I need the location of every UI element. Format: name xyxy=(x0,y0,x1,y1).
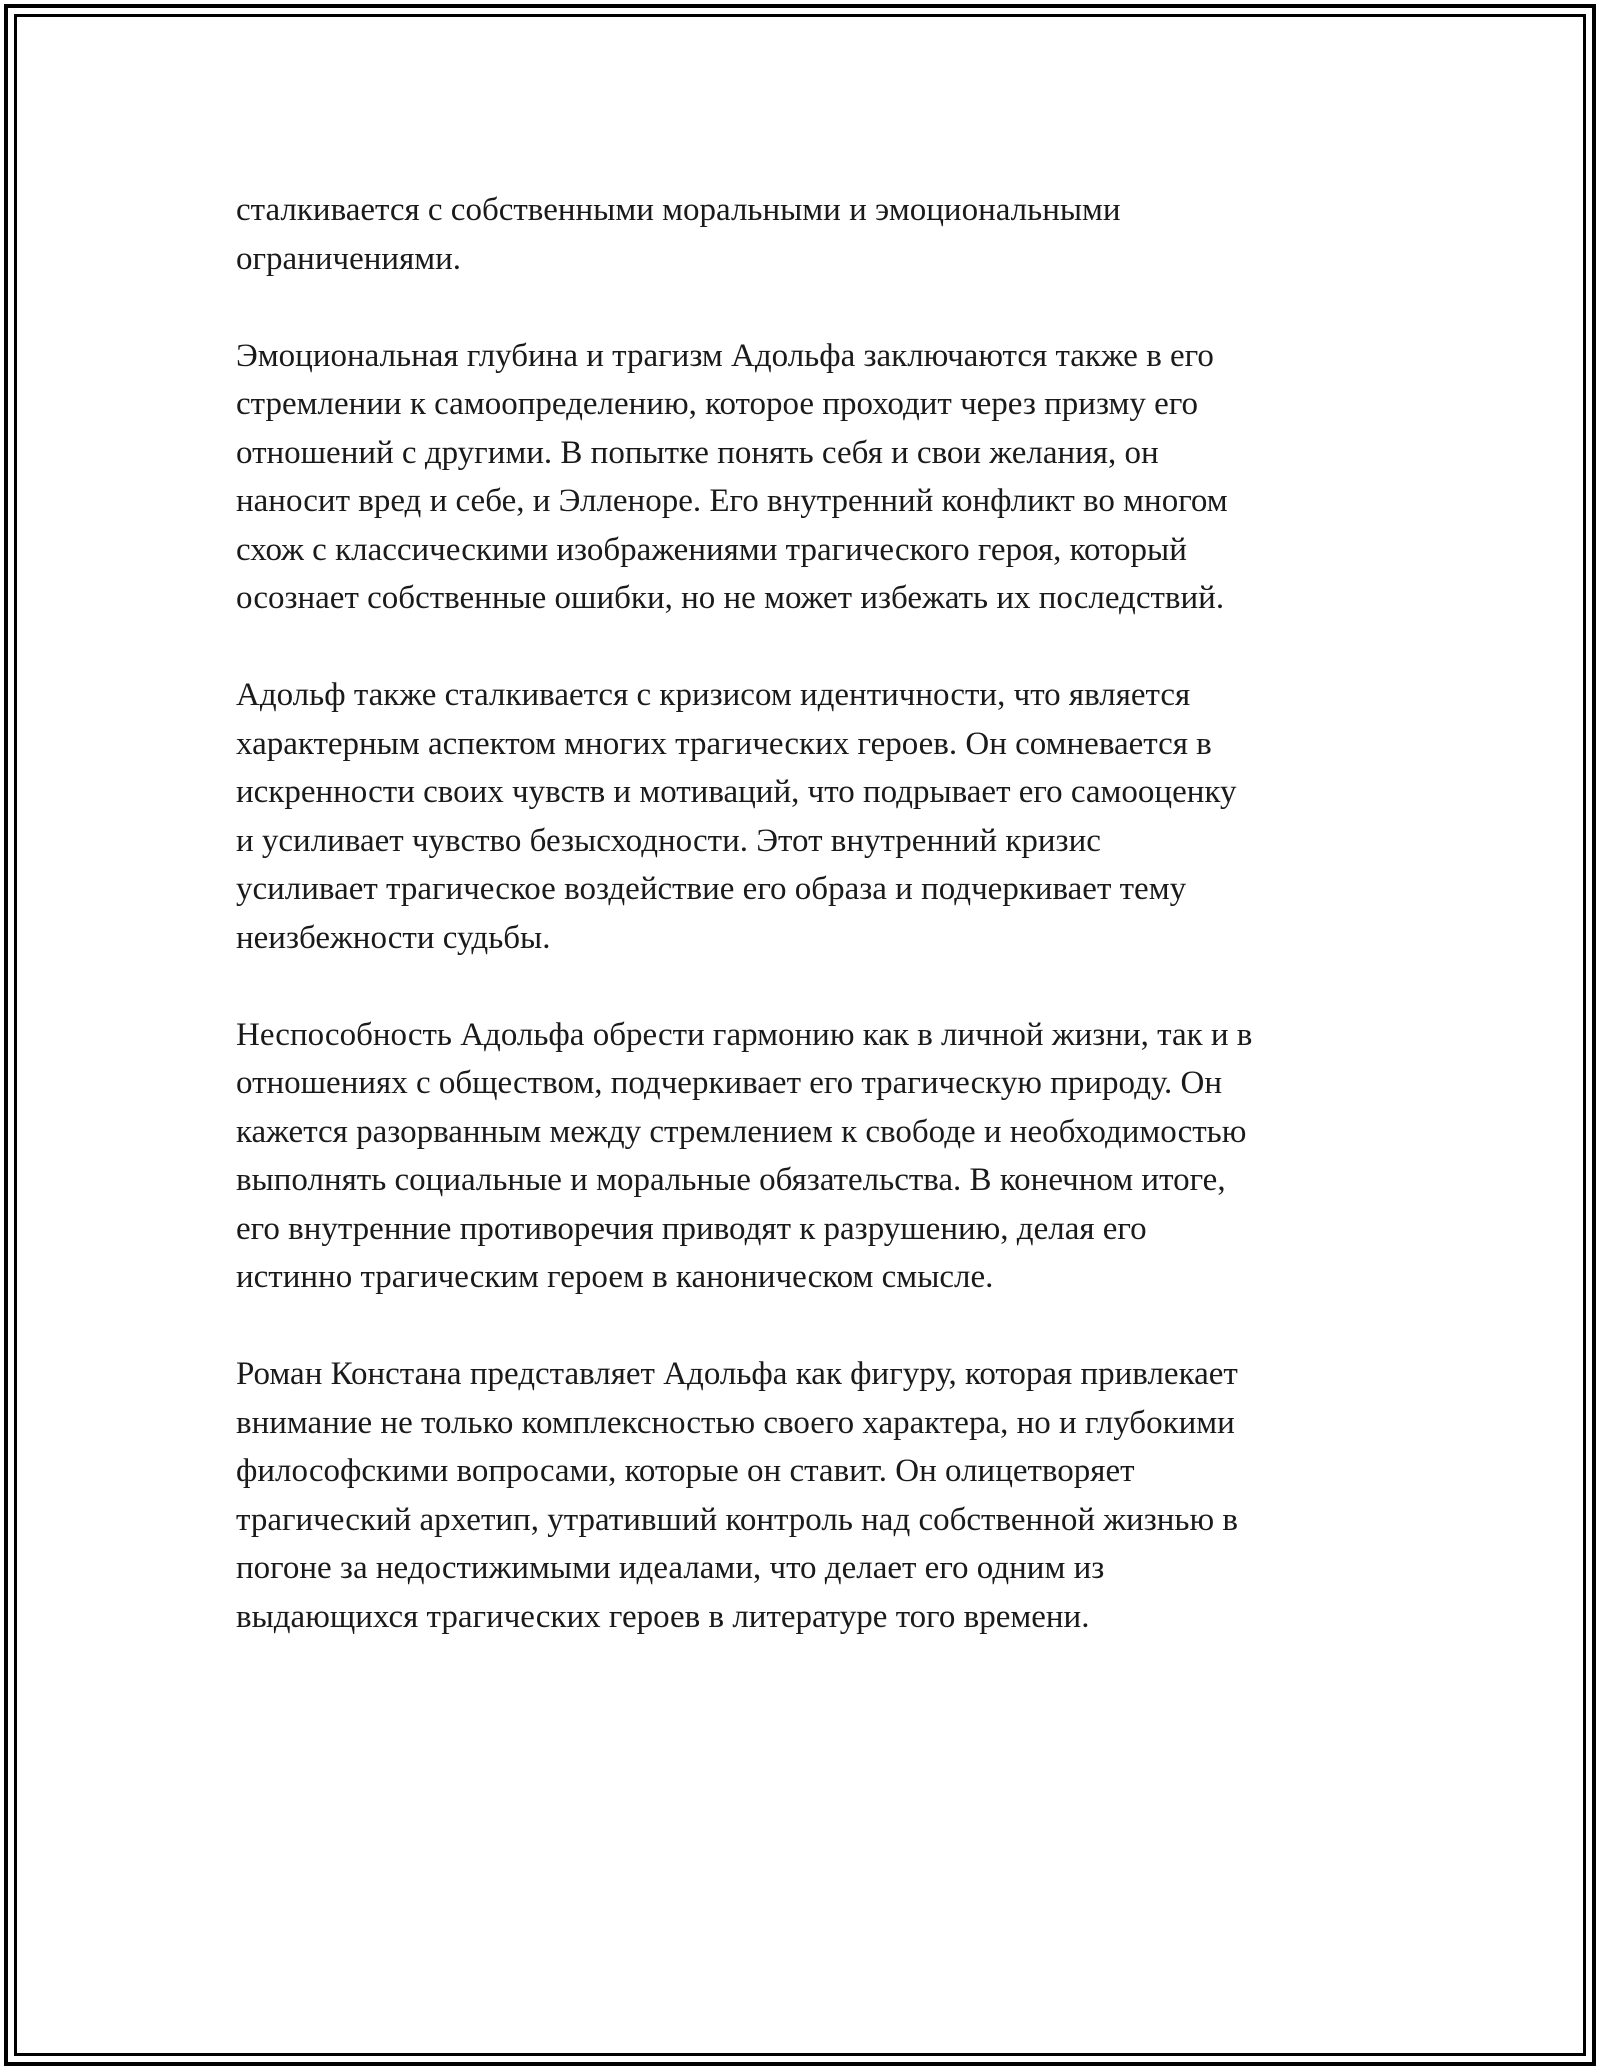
text-line: кажется разорванным между стремлением к свободе и необходимостью xyxy=(236,1113,1247,1150)
text-line: наносит вред и себе, и Элленоре. Его внутренний конфликт во многом xyxy=(236,483,1228,519)
text-line: осознает собственные ошибки, но не может избежать их последствий. xyxy=(236,580,1225,616)
text-line: Адольф также сталкивается с кризисом идентичности, что является xyxy=(236,677,1191,713)
text-line: Роман Констана представляет Адольфа как фигуру, которая привлекает xyxy=(236,1356,1238,1392)
text-line: трагический архетип, утративший контроль над собственной жизнью в xyxy=(236,1501,1238,1538)
text-line: философскими вопросами, которые он ставит. Он олицетворяет xyxy=(236,1453,1135,1489)
text-line: Эмоциональная глубина и трагизм Адольфа заключаются также в его xyxy=(236,337,1214,374)
text-line: его внутренние противоречия приводят к разрушению, делая его xyxy=(236,1210,1147,1247)
text-line: схож с классическими изображениями трагического героя, который xyxy=(236,531,1187,568)
text-line: неизбежности судьбы. xyxy=(236,919,551,956)
paragraph-5 xyxy=(236,1350,1416,1641)
text-line: и усиливает чувство безысходности. Этот внутренний кризис xyxy=(236,822,1101,859)
paragraph-1 xyxy=(236,186,1416,283)
text-line: выдающихся трагических героев в литературе того времени. xyxy=(236,1598,1090,1635)
text-line: отношений с другими. В попытке понять себя и свои желания, он xyxy=(236,434,1159,471)
text-line: усиливает трагическое воздействие его образа и подчеркивает тему xyxy=(236,871,1187,907)
text-line: отношениях с обществом, подчеркивает его трагическую природу. Он xyxy=(236,1065,1223,1101)
text-line: характерным аспектом многих трагических героев. Он сомневается в xyxy=(236,725,1212,762)
paragraph-2 xyxy=(236,332,1416,623)
text-line: погоне за недостижимыми идеалами, что делает его одним из xyxy=(236,1550,1105,1586)
paragraph-3 xyxy=(236,671,1416,962)
text-line: Неспособность Адольфа обрести гармонию как в личной жизни, так и в xyxy=(236,1016,1253,1053)
paragraph-4 xyxy=(236,1011,1416,1302)
text-line: сталкивается с собственными моральными и эмоциональными xyxy=(236,192,1121,228)
text-line: ограничениями. xyxy=(236,240,462,277)
text-line: искренности своих чувств и мотиваций, что подрывает его самооценку xyxy=(236,774,1237,810)
document-body xyxy=(236,186,1416,1690)
text-line: выполнять социальные и моральные обязательства. В конечном итоге, xyxy=(236,1162,1226,1198)
text-line: истинно трагическим героем в каноническом смысле. xyxy=(236,1259,994,1295)
text-line: стремлении к самоопределению, которое проходит через призму его xyxy=(236,386,1199,422)
text-line: внимание не только комплексностью своего характера, но и глубокими xyxy=(236,1404,1235,1441)
